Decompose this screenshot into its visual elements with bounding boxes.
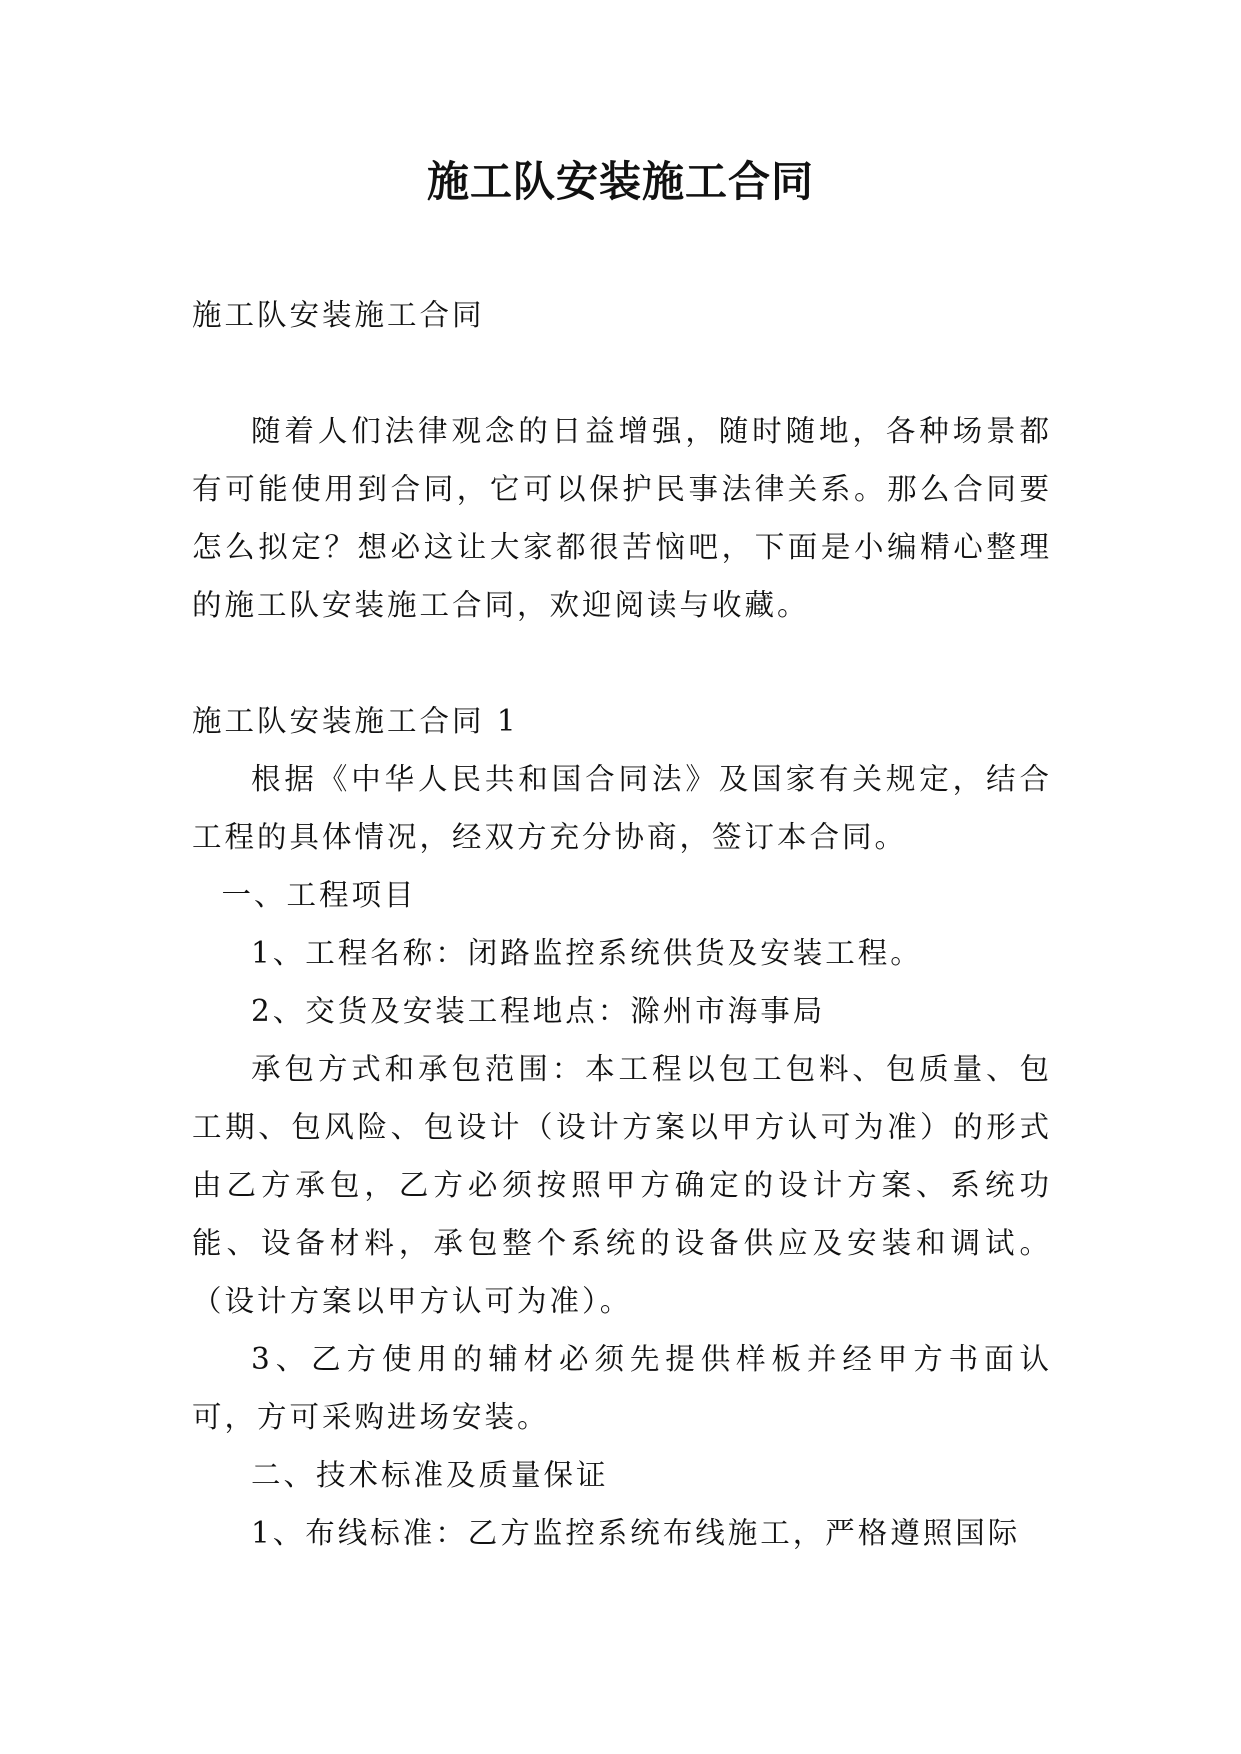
document-body: [192, 286, 1052, 1562]
paragraph-contract-scope: 承包方式和承包范围：本工程以包工包料、包质量、包工期、包风险、包设计（设计方案以甲方认可为准）的形式由乙方承包，乙方必须按照甲方确定的设计方案、系统功能、设备材料，承包整个系统的设备供应及安装和调试。（设计方案以甲方认可为准）。: [192, 1052, 1052, 1318]
heading-technical-standards: 二、技术标准及质量保证: [251, 1458, 609, 1492]
spacer: [192, 344, 1052, 402]
document-subtitle: 施工队安装施工合同: [192, 298, 485, 332]
paragraph-basis: 根据《中华人民共和国合同法》及国家有关规定，结合工程的具体情况，经双方充分协商，签订本合同。: [192, 762, 1052, 854]
section-heading: 施工队安装施工合同 1: [192, 704, 519, 738]
intro-paragraph: 随着人们法律观念的日益增强，随时随地，各种场景都有可能使用到合同，它可以保护民事法律关系。那么合同要怎么拟定？想必这让大家都很苦恼吧，下面是小编精心整理的施工队安装施工合同，欢迎阅读与收藏。: [192, 414, 1052, 622]
document-title: 施工队安装施工合同: [426, 157, 814, 206]
paragraph-materials: 3、乙方使用的辅材必须先提供样板并经甲方书面认可，方可采购进场安装。: [192, 1342, 1052, 1434]
paragraph-project-name: 1、工程名称：闭路监控系统供货及安装工程。: [251, 936, 923, 970]
spacer: [192, 634, 1052, 692]
heading-project: 一、工程项目: [221, 878, 417, 912]
paragraph-wiring-standard: 1、布线标准：乙方监控系统布线施工，严格遵照国际: [251, 1516, 1021, 1550]
paragraph-project-location: 2、交货及安装工程地点：滁州市海事局: [251, 994, 826, 1028]
